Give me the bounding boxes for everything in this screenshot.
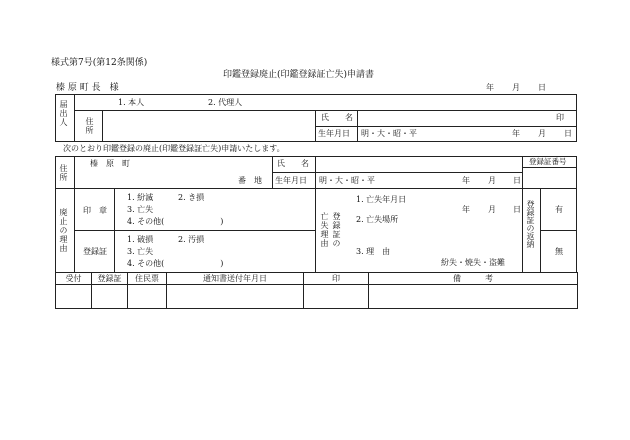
page-title: 印鑑登録廃止(印鑑登録証亡失)申請書	[223, 70, 375, 80]
registrant-town: 榛 原 町	[90, 159, 130, 168]
header-month: 月	[512, 83, 520, 92]
office-use-table	[55, 272, 578, 309]
cert-reason-3[interactable]: 3. 亡失	[127, 247, 154, 256]
applicant-seal-label: 印	[556, 113, 564, 122]
loss-place-label: 2. 亡失場所	[356, 215, 399, 224]
office-cell-remarks[interactable]	[369, 285, 578, 309]
applicant-address-field[interactable]	[104, 112, 313, 140]
loss-year: 年	[462, 205, 470, 214]
office-cell-notice-date[interactable]	[167, 285, 304, 309]
return-label: 登録証の返納	[526, 200, 535, 248]
registrant-birthdate-label: 生年月日	[275, 176, 307, 185]
registrant-address-label: 住所	[59, 164, 68, 182]
seal-reason-label: 印 章	[83, 206, 107, 215]
applicant-name-field[interactable]	[359, 112, 549, 125]
applicant-birth-day: 日	[564, 129, 572, 138]
loss-label-b: 亡失理由	[320, 212, 329, 248]
return-no[interactable]: 無	[555, 247, 563, 256]
abolition-reason-label: 廃止の理由	[59, 208, 68, 253]
cert-number-field[interactable]	[524, 169, 575, 187]
registrant-era-options[interactable]: 明・大・昭・平	[319, 176, 375, 185]
loss-day: 日	[513, 205, 521, 214]
registrant-birth-month: 月	[488, 176, 496, 185]
loss-label-a: 登録証の	[332, 212, 341, 248]
applicant-birthdate-label: 生年月日	[318, 129, 350, 138]
header-day: 日	[538, 83, 546, 92]
seal-reason-1[interactable]: 1. 紛滅	[127, 193, 154, 202]
registrant-birth-year: 年	[462, 176, 470, 185]
applicant-address-label: 住所	[85, 117, 94, 135]
cert-reason-1[interactable]: 1. 破損	[127, 235, 154, 244]
form-number: 様式第7号(第12条関係)	[51, 58, 148, 68]
seal-reason-3[interactable]: 3. 亡失	[127, 205, 154, 214]
loss-date-label: 1. 亡失年月日	[356, 195, 407, 204]
seal-reason-2[interactable]: 2. き損	[178, 193, 205, 202]
loss-cause-options[interactable]: 紛失・焼失・盗難	[441, 258, 505, 267]
registrant-name-label: 氏 名	[277, 159, 309, 168]
return-yes[interactable]: 有	[555, 205, 563, 214]
office-header-certificate: 登録証	[92, 273, 128, 285]
registrant-name-field[interactable]	[317, 158, 520, 171]
cert-reason-4[interactable]: 4. その他( )	[127, 259, 224, 268]
office-header-remarks: 備 考	[369, 273, 578, 285]
registrant-birth-day: 日	[513, 176, 521, 185]
office-header-reception: 受付	[56, 273, 92, 285]
office-header-seal: 印	[304, 273, 369, 285]
applicant-birth-year: 年	[512, 129, 520, 138]
statement: 次のとおり印鑑登録の廃止(印鑑登録証亡失)申請いたします。	[63, 144, 285, 153]
office-use-entry-row	[56, 285, 578, 309]
addressee: 榛 原 町 長 様	[56, 83, 119, 93]
applicant-birth-month: 月	[538, 129, 546, 138]
cert-reason-label: 登録証	[83, 247, 107, 256]
loss-reason-label: 3. 理 由	[356, 247, 391, 256]
applicant-option-agent[interactable]: 2. 代理人	[208, 98, 243, 107]
applicant-option-self[interactable]: 1. 本人	[118, 98, 145, 107]
office-cell-resident-record[interactable]	[128, 285, 167, 309]
cert-reason-2[interactable]: 2. 汚損	[178, 235, 205, 244]
office-header-notice-date: 通知書送付年月日	[167, 273, 304, 285]
office-cell-reception[interactable]	[56, 285, 92, 309]
applicant-era-options[interactable]: 明・大・昭・平	[361, 129, 417, 138]
registrant-address-field[interactable]	[76, 170, 236, 186]
registrant-banchi: 番 地	[238, 176, 262, 185]
office-cell-certificate[interactable]	[92, 285, 128, 309]
seal-reason-4[interactable]: 4. その他( )	[127, 217, 224, 226]
cert-number-label: 登録証番号	[529, 157, 567, 166]
office-header-resident-record: 住民票	[128, 273, 167, 285]
applicant-label: 届出人	[59, 100, 68, 127]
office-use-header-row	[56, 273, 578, 285]
header-year: 年	[486, 83, 494, 92]
loss-month: 月	[488, 205, 496, 214]
applicant-name-label: 氏 名	[321, 113, 353, 122]
office-cell-seal[interactable]	[304, 285, 369, 309]
